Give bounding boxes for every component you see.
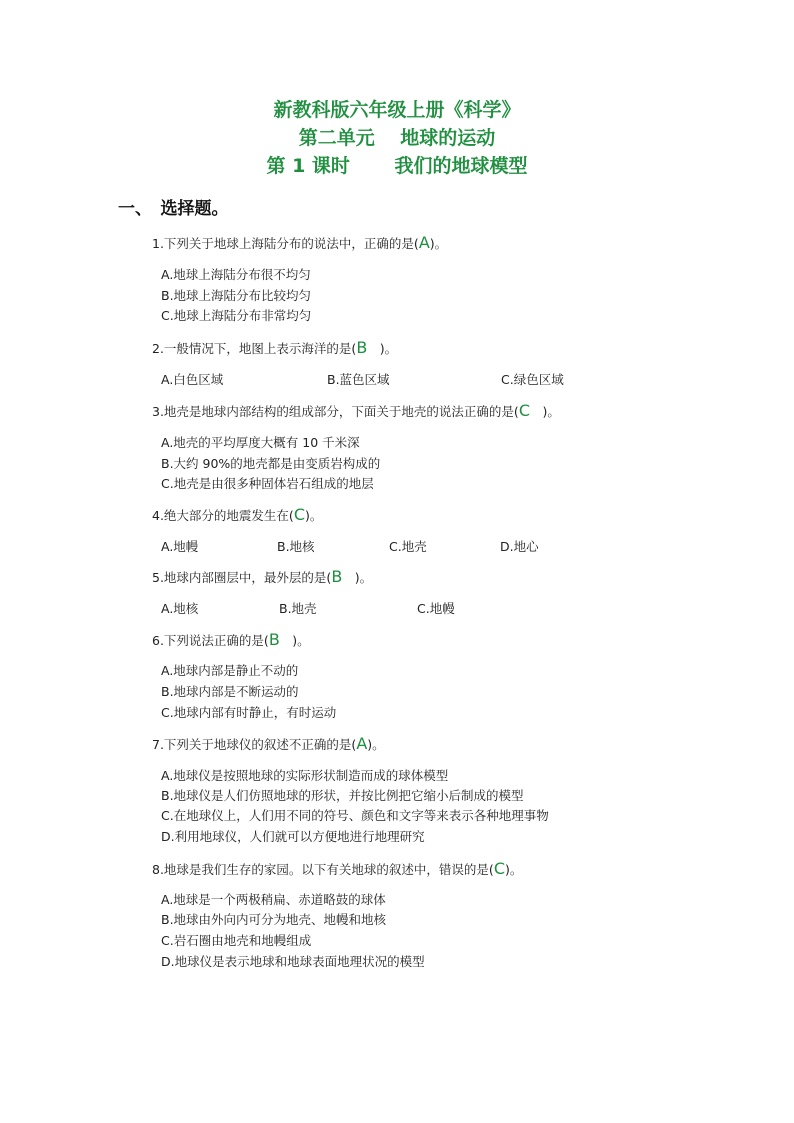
- option: B.地球上海陆分布比较均匀: [161, 288, 312, 303]
- option: A.地壳的平均厚度大概有 10 千米深: [161, 435, 360, 450]
- question-text: 3.地壳是地球内部结构的组成部分，下面关于地壳的说法正确的是(: [152, 404, 519, 419]
- option: A.白色区域: [161, 372, 224, 387]
- question-3: [152, 402, 560, 421]
- answer: C: [518, 401, 530, 420]
- option: D.地心: [500, 539, 539, 554]
- question-7: [152, 735, 385, 754]
- option: C.岩石圈由地壳和地幔组成: [161, 933, 312, 948]
- option: A.地球是一个两极稍扁、赤道略鼓的球体: [161, 892, 386, 907]
- option: B.蓝色区域: [327, 372, 390, 387]
- answer: C: [493, 859, 505, 878]
- answer: B: [268, 630, 280, 649]
- question-8: [152, 860, 522, 879]
- question-text-end: )。: [367, 341, 398, 356]
- option: B.地球仪是人们仿照地球的形状，并按比例把它缩小后制成的模型: [161, 788, 524, 803]
- answer: A: [418, 233, 430, 252]
- question-text: 5.地球内部圈层中，最外层的是(: [152, 570, 332, 585]
- question-text-end: )。: [429, 236, 448, 251]
- answer: B: [356, 338, 368, 357]
- question-text: 1.下列关于地球上海陆分布的说法中，正确的是(: [152, 236, 419, 251]
- option: A.地球仪是按照地球的实际形状制造而成的球体模型: [161, 768, 449, 783]
- section-heading: 一、 选择题。: [118, 199, 229, 219]
- option: A.地球上海陆分布很不均匀: [161, 267, 311, 282]
- unit-title: 第二单元 地球的运动: [298, 127, 496, 149]
- answer: C: [293, 505, 305, 524]
- answer: A: [356, 734, 368, 753]
- question-text-end: )。: [367, 737, 385, 752]
- option: C.地壳: [389, 539, 427, 554]
- option: C.地幔: [417, 601, 455, 616]
- question-text-end: )。: [304, 508, 323, 523]
- lesson-title: 第 1 课时 我们的地球模型: [266, 155, 528, 177]
- question-text-end: )。: [529, 404, 560, 419]
- option: B.地核: [277, 539, 315, 554]
- question-text-end: )。: [504, 862, 523, 877]
- book-title: 新教科版六年级上册《科学》: [273, 99, 521, 121]
- option: C.在地球仪上，人们用不同的符号、颜色和文字等来表示各种地理事物: [161, 808, 549, 823]
- question-1: [152, 234, 447, 253]
- question-4: [152, 506, 322, 525]
- option: A.地核: [161, 601, 199, 616]
- question-text-end: )。: [279, 633, 310, 648]
- option: C.地球上海陆分布非常均匀: [161, 308, 312, 323]
- option: D.利用地球仪，人们就可以方便地进行地理研究: [161, 829, 425, 844]
- option: B.地球由外向内可分为地壳、地幔和地核: [161, 912, 387, 927]
- option: B.地壳: [279, 601, 317, 616]
- option: D.地球仪是表示地球和地球表面地理状况的模型: [161, 954, 425, 969]
- question-text: 6.下列说法正确的是(: [152, 633, 269, 648]
- option: B.大约 90%的地壳都是由变质岩构成的: [161, 456, 381, 471]
- question-text: 4.绝大部分的地震发生在(: [152, 508, 294, 523]
- question-5: [152, 568, 372, 587]
- question-6: [152, 631, 310, 650]
- question-2: [152, 339, 397, 358]
- option: A.地球内部是静止不动的: [161, 663, 299, 678]
- option: C.地球内部有时静止，有时运动: [161, 705, 337, 720]
- option: C.绿色区域: [501, 372, 564, 387]
- question-text: 8.地球是我们生存的家园。以下有关地球的叙述中，错误的是(: [152, 862, 494, 877]
- question-text-end: )。: [342, 570, 373, 585]
- question-text: 7.下列关于地球仪的叙述不正确的是(: [152, 737, 357, 752]
- option: C.地壳是由很多种固体岩石组成的地层: [161, 476, 374, 491]
- option: B.地球内部是不断运动的: [161, 684, 299, 699]
- answer: B: [331, 567, 343, 586]
- option: A.地幔: [161, 539, 199, 554]
- question-text: 2.一般情况下，地图上表示海洋的是(: [152, 341, 357, 356]
